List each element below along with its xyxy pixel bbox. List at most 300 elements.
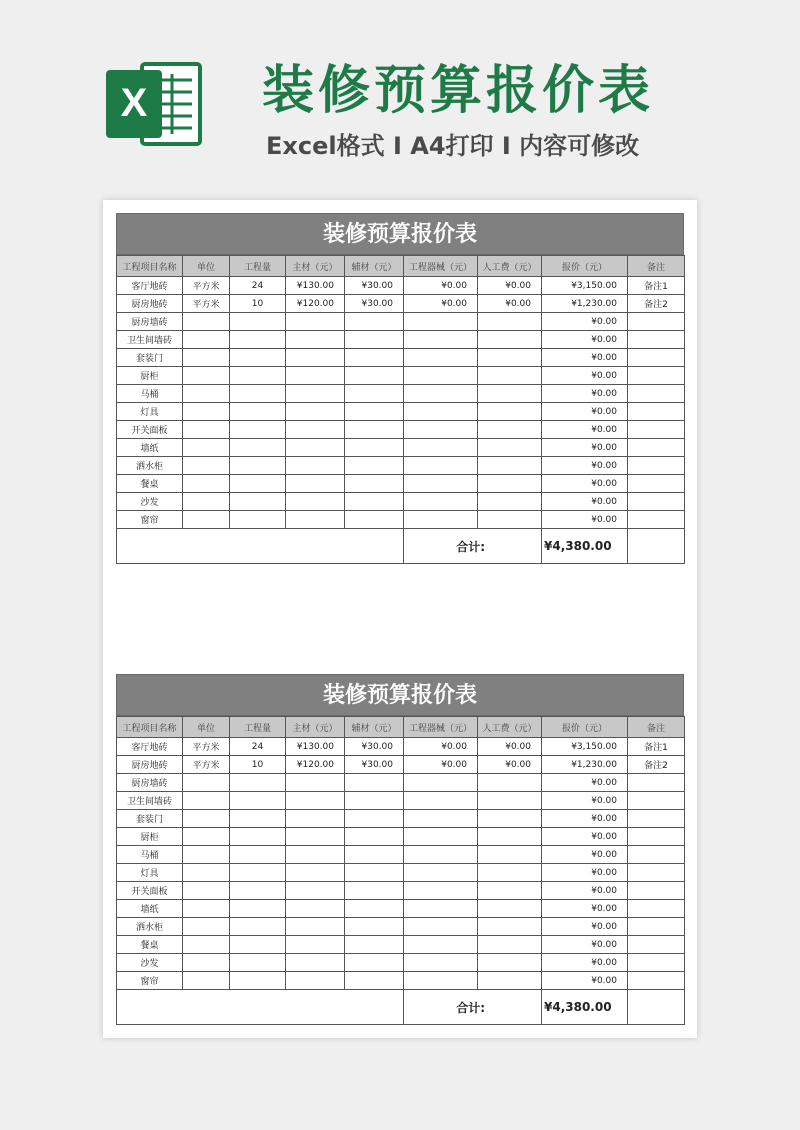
table-cell[interactable] bbox=[183, 349, 230, 367]
table-row bbox=[117, 403, 685, 421]
table-cell[interactable] bbox=[230, 846, 286, 864]
a4-paper bbox=[103, 200, 697, 1038]
table-cell[interactable]: 客厅地砖 bbox=[117, 738, 183, 756]
budget-sheet bbox=[116, 674, 684, 1025]
table-cell[interactable] bbox=[628, 475, 685, 493]
table-cell[interactable] bbox=[345, 385, 404, 403]
table-cell[interactable] bbox=[230, 349, 286, 367]
table-cell[interactable] bbox=[286, 864, 345, 882]
table-cell[interactable] bbox=[345, 457, 404, 475]
table-cell[interactable] bbox=[478, 331, 542, 349]
table-cell[interactable] bbox=[478, 475, 542, 493]
column-header: 单位 bbox=[183, 256, 230, 277]
table-cell[interactable] bbox=[478, 457, 542, 475]
table-cell[interactable]: ¥0.00 bbox=[542, 774, 628, 792]
table-row bbox=[117, 900, 685, 918]
table-cell[interactable] bbox=[183, 882, 230, 900]
table-cell[interactable]: 厨房墙砖 bbox=[117, 774, 183, 792]
table-cell[interactable]: 厨房地砖 bbox=[117, 756, 183, 774]
table-cell[interactable] bbox=[183, 457, 230, 475]
total-label: 合计: bbox=[404, 990, 542, 1025]
table-cell[interactable]: 马桶 bbox=[117, 385, 183, 403]
table-cell[interactable]: ¥30.00 bbox=[345, 295, 404, 313]
table-cell[interactable] bbox=[183, 367, 230, 385]
table-cell[interactable] bbox=[404, 475, 478, 493]
table-cell[interactable] bbox=[404, 882, 478, 900]
table-cell[interactable] bbox=[286, 403, 345, 421]
table-cell[interactable] bbox=[478, 828, 542, 846]
table-cell[interactable]: ¥0.00 bbox=[542, 457, 628, 475]
table-cell[interactable] bbox=[183, 810, 230, 828]
table-cell[interactable] bbox=[183, 511, 230, 529]
table-cell[interactable] bbox=[628, 421, 685, 439]
table-cell[interactable]: ¥0.00 bbox=[542, 846, 628, 864]
table-cell[interactable] bbox=[230, 403, 286, 421]
table-cell[interactable] bbox=[286, 331, 345, 349]
table-cell[interactable]: 厨柜 bbox=[117, 828, 183, 846]
table-cell[interactable] bbox=[286, 936, 345, 954]
table-cell[interactable] bbox=[286, 313, 345, 331]
table-cell[interactable]: 备注2 bbox=[628, 756, 685, 774]
table-cell[interactable] bbox=[183, 313, 230, 331]
table-cell[interactable]: 卫生间墙砖 bbox=[117, 792, 183, 810]
table-cell[interactable]: 套装门 bbox=[117, 349, 183, 367]
table-cell[interactable] bbox=[628, 954, 685, 972]
table-cell[interactable] bbox=[183, 403, 230, 421]
table-cell[interactable] bbox=[404, 367, 478, 385]
table-cell[interactable] bbox=[230, 511, 286, 529]
table-cell[interactable] bbox=[345, 810, 404, 828]
table-cell[interactable] bbox=[628, 864, 685, 882]
table-cell[interactable]: 灯具 bbox=[117, 403, 183, 421]
column-header: 工程量 bbox=[230, 256, 286, 277]
column-header: 报价（元） bbox=[542, 256, 628, 277]
column-header: 报价（元） bbox=[542, 717, 628, 738]
table-cell[interactable]: ¥0.00 bbox=[542, 918, 628, 936]
table-cell[interactable] bbox=[345, 864, 404, 882]
table-cell[interactable] bbox=[345, 403, 404, 421]
table-cell[interactable]: ¥0.00 bbox=[542, 511, 628, 529]
table-row bbox=[117, 511, 685, 529]
table-cell[interactable]: ¥1,230.00 bbox=[542, 295, 628, 313]
table-cell[interactable] bbox=[345, 421, 404, 439]
table-row bbox=[117, 972, 685, 990]
table-cell[interactable] bbox=[286, 882, 345, 900]
table-cell[interactable] bbox=[230, 918, 286, 936]
table-cell[interactable]: ¥3,150.00 bbox=[542, 277, 628, 295]
table-cell[interactable]: 餐桌 bbox=[117, 475, 183, 493]
table-row bbox=[117, 349, 685, 367]
column-header: 人工费（元） bbox=[478, 256, 542, 277]
table-cell[interactable] bbox=[345, 313, 404, 331]
table-cell[interactable] bbox=[183, 846, 230, 864]
table-cell[interactable] bbox=[628, 331, 685, 349]
table-row bbox=[117, 439, 685, 457]
table-cell[interactable] bbox=[628, 349, 685, 367]
table-cell[interactable] bbox=[230, 864, 286, 882]
table-cell[interactable]: ¥130.00 bbox=[286, 738, 345, 756]
table-cell[interactable] bbox=[478, 367, 542, 385]
table-cell[interactable] bbox=[628, 846, 685, 864]
table-cell[interactable] bbox=[230, 954, 286, 972]
table-cell[interactable]: ¥0.00 bbox=[542, 349, 628, 367]
table-cell[interactable] bbox=[345, 918, 404, 936]
table-row bbox=[117, 331, 685, 349]
table-cell[interactable] bbox=[404, 313, 478, 331]
column-header: 单位 bbox=[183, 717, 230, 738]
table-cell[interactable]: 马桶 bbox=[117, 846, 183, 864]
table-cell[interactable]: 卫生间墙砖 bbox=[117, 331, 183, 349]
table-cell[interactable] bbox=[230, 313, 286, 331]
table-cell[interactable]: 平方米 bbox=[183, 756, 230, 774]
table-cell[interactable] bbox=[345, 954, 404, 972]
table-cell[interactable] bbox=[404, 421, 478, 439]
table-cell[interactable]: ¥3,150.00 bbox=[542, 738, 628, 756]
table-cell[interactable] bbox=[183, 936, 230, 954]
table-cell[interactable]: 沙发 bbox=[117, 954, 183, 972]
table-cell[interactable] bbox=[230, 972, 286, 990]
table-row bbox=[117, 313, 685, 331]
table-cell[interactable] bbox=[345, 828, 404, 846]
table-row bbox=[117, 936, 685, 954]
table-cell[interactable] bbox=[404, 493, 478, 511]
table-cell[interactable] bbox=[286, 792, 345, 810]
total-note-cell[interactable] bbox=[628, 990, 685, 1025]
table-cell[interactable] bbox=[404, 828, 478, 846]
table-cell[interactable] bbox=[286, 954, 345, 972]
table-cell[interactable]: 厨房地砖 bbox=[117, 295, 183, 313]
table-cell[interactable]: ¥0.00 bbox=[404, 756, 478, 774]
table-cell[interactable] bbox=[404, 972, 478, 990]
table-cell[interactable] bbox=[404, 918, 478, 936]
table-cell[interactable] bbox=[230, 774, 286, 792]
table-cell[interactable]: 厨房墙砖 bbox=[117, 313, 183, 331]
table-cell[interactable] bbox=[345, 439, 404, 457]
table-cell[interactable] bbox=[628, 403, 685, 421]
table-cell[interactable]: ¥30.00 bbox=[345, 756, 404, 774]
table-cell[interactable] bbox=[230, 900, 286, 918]
table-cell[interactable] bbox=[183, 475, 230, 493]
table-cell[interactable]: 沙发 bbox=[117, 493, 183, 511]
table-cell[interactable]: 开关面板 bbox=[117, 882, 183, 900]
table-cell[interactable] bbox=[478, 313, 542, 331]
table-cell[interactable] bbox=[404, 792, 478, 810]
table-cell[interactable] bbox=[286, 810, 345, 828]
table-cell[interactable] bbox=[478, 954, 542, 972]
table-cell[interactable]: 窗帘 bbox=[117, 972, 183, 990]
table-cell[interactable]: ¥0.00 bbox=[542, 954, 628, 972]
column-header: 工程器械（元） bbox=[404, 256, 478, 277]
table-cell[interactable]: ¥0.00 bbox=[542, 792, 628, 810]
column-header: 辅材（元） bbox=[345, 256, 404, 277]
table-cell[interactable]: ¥0.00 bbox=[542, 493, 628, 511]
table-cell[interactable] bbox=[183, 918, 230, 936]
table-cell[interactable]: 餐桌 bbox=[117, 936, 183, 954]
table-cell[interactable]: ¥0.00 bbox=[542, 331, 628, 349]
table-cell[interactable] bbox=[404, 954, 478, 972]
table-cell[interactable]: 备注2 bbox=[628, 295, 685, 313]
table-cell[interactable]: 窗帘 bbox=[117, 511, 183, 529]
table-row bbox=[117, 457, 685, 475]
table-cell[interactable] bbox=[286, 493, 345, 511]
table-cell[interactable] bbox=[183, 439, 230, 457]
table-cell[interactable]: ¥0.00 bbox=[404, 277, 478, 295]
table-cell[interactable] bbox=[478, 349, 542, 367]
table-cell[interactable] bbox=[628, 439, 685, 457]
column-header: 主材（元） bbox=[286, 256, 345, 277]
table-cell[interactable]: ¥0.00 bbox=[542, 900, 628, 918]
table-cell[interactable]: 洒水柜 bbox=[117, 457, 183, 475]
table-cell[interactable] bbox=[478, 493, 542, 511]
table-cell[interactable]: ¥0.00 bbox=[542, 810, 628, 828]
table-cell[interactable] bbox=[345, 349, 404, 367]
table-cell[interactable] bbox=[286, 349, 345, 367]
table-cell[interactable] bbox=[286, 828, 345, 846]
excel-logo-icon bbox=[104, 58, 204, 150]
table-cell[interactable] bbox=[183, 954, 230, 972]
table-cell[interactable] bbox=[286, 367, 345, 385]
table-cell[interactable] bbox=[478, 810, 542, 828]
table-cell[interactable]: ¥0.00 bbox=[542, 385, 628, 403]
table-cell[interactable] bbox=[478, 792, 542, 810]
table-cell[interactable] bbox=[345, 936, 404, 954]
table-cell[interactable]: 10 bbox=[230, 295, 286, 313]
budget-table bbox=[116, 716, 685, 1025]
total-note-cell[interactable] bbox=[628, 529, 685, 564]
table-row bbox=[117, 475, 685, 493]
table-cell[interactable]: ¥120.00 bbox=[286, 295, 345, 313]
table-row bbox=[117, 774, 685, 792]
table-cell[interactable] bbox=[183, 331, 230, 349]
table-cell[interactable] bbox=[628, 936, 685, 954]
table-cell[interactable] bbox=[345, 882, 404, 900]
table-cell[interactable]: ¥0.00 bbox=[542, 864, 628, 882]
table-cell[interactable]: ¥0.00 bbox=[478, 295, 542, 313]
table-cell[interactable] bbox=[230, 936, 286, 954]
total-spacer bbox=[117, 529, 404, 564]
table-cell[interactable]: ¥0.00 bbox=[404, 738, 478, 756]
column-header: 工程器械（元） bbox=[404, 717, 478, 738]
table-cell[interactable]: ¥30.00 bbox=[345, 277, 404, 295]
table-cell[interactable]: 开关面板 bbox=[117, 421, 183, 439]
table-cell[interactable]: ¥1,230.00 bbox=[542, 756, 628, 774]
table-cell[interactable] bbox=[478, 864, 542, 882]
table-cell[interactable]: 灯具 bbox=[117, 864, 183, 882]
table-cell[interactable] bbox=[345, 493, 404, 511]
table-cell[interactable] bbox=[628, 385, 685, 403]
table-cell[interactable] bbox=[286, 385, 345, 403]
table-cell[interactable] bbox=[404, 774, 478, 792]
table-cell[interactable] bbox=[345, 367, 404, 385]
table-cell[interactable] bbox=[478, 511, 542, 529]
table-cell[interactable] bbox=[345, 846, 404, 864]
column-header: 备注 bbox=[628, 256, 685, 277]
table-cell[interactable]: ¥0.00 bbox=[542, 439, 628, 457]
table-cell[interactable]: 客厅地砖 bbox=[117, 277, 183, 295]
table-cell[interactable]: 备注1 bbox=[628, 738, 685, 756]
table-cell[interactable]: 洒水柜 bbox=[117, 918, 183, 936]
table-cell[interactable]: ¥0.00 bbox=[542, 882, 628, 900]
table-cell[interactable]: ¥0.00 bbox=[542, 936, 628, 954]
table-cell[interactable] bbox=[183, 774, 230, 792]
table-cell[interactable] bbox=[478, 385, 542, 403]
table-cell[interactable] bbox=[478, 918, 542, 936]
table-cell[interactable]: 10 bbox=[230, 756, 286, 774]
sheet-title: 装修预算报价表 bbox=[116, 674, 684, 716]
table-cell[interactable]: 墙纸 bbox=[117, 439, 183, 457]
total-row bbox=[117, 990, 685, 1025]
table-cell[interactable] bbox=[345, 972, 404, 990]
table-cell[interactable]: 墙纸 bbox=[117, 900, 183, 918]
table-row bbox=[117, 756, 685, 774]
table-cell[interactable] bbox=[230, 810, 286, 828]
table-cell[interactable] bbox=[345, 475, 404, 493]
table-cell[interactable] bbox=[628, 367, 685, 385]
table-cell[interactable] bbox=[286, 846, 345, 864]
table-row bbox=[117, 792, 685, 810]
table-cell[interactable] bbox=[478, 882, 542, 900]
table-cell[interactable] bbox=[478, 403, 542, 421]
table-cell[interactable]: ¥0.00 bbox=[478, 277, 542, 295]
table-cell[interactable] bbox=[183, 972, 230, 990]
table-cell[interactable] bbox=[286, 972, 345, 990]
table-cell[interactable] bbox=[404, 864, 478, 882]
column-header: 辅材（元） bbox=[345, 717, 404, 738]
table-cell[interactable]: ¥0.00 bbox=[542, 475, 628, 493]
table-cell[interactable] bbox=[183, 421, 230, 439]
table-cell[interactable] bbox=[478, 972, 542, 990]
table-cell[interactable]: 备注1 bbox=[628, 277, 685, 295]
table-cell[interactable]: ¥130.00 bbox=[286, 277, 345, 295]
table-cell[interactable] bbox=[478, 774, 542, 792]
table-cell[interactable] bbox=[628, 493, 685, 511]
total-value[interactable]: ¥4,380.00 bbox=[542, 529, 628, 564]
table-cell[interactable] bbox=[628, 972, 685, 990]
table-cell[interactable] bbox=[183, 792, 230, 810]
table-cell[interactable] bbox=[345, 511, 404, 529]
column-header: 工程量 bbox=[230, 717, 286, 738]
table-cell[interactable] bbox=[628, 810, 685, 828]
table-cell[interactable] bbox=[230, 421, 286, 439]
table-cell[interactable] bbox=[183, 493, 230, 511]
table-cell[interactable] bbox=[286, 457, 345, 475]
table-cell[interactable]: ¥0.00 bbox=[478, 756, 542, 774]
table-cell[interactable]: ¥0.00 bbox=[542, 313, 628, 331]
table-cell[interactable] bbox=[628, 792, 685, 810]
column-header: 备注 bbox=[628, 717, 685, 738]
table-row bbox=[117, 864, 685, 882]
page-title: 装修预算报价表 bbox=[262, 61, 655, 121]
table-cell[interactable] bbox=[478, 439, 542, 457]
table-cell[interactable]: ¥0.00 bbox=[478, 738, 542, 756]
table-cell[interactable]: ¥0.00 bbox=[404, 295, 478, 313]
table-cell[interactable] bbox=[345, 774, 404, 792]
table-cell[interactable] bbox=[628, 882, 685, 900]
table-cell[interactable] bbox=[478, 900, 542, 918]
table-cell[interactable] bbox=[230, 385, 286, 403]
column-header: 工程项目名称 bbox=[117, 717, 183, 738]
table-cell[interactable] bbox=[404, 457, 478, 475]
table-cell[interactable] bbox=[478, 846, 542, 864]
table-cell[interactable]: ¥0.00 bbox=[542, 367, 628, 385]
table-row bbox=[117, 277, 685, 295]
table-cell[interactable] bbox=[404, 900, 478, 918]
table-cell[interactable] bbox=[286, 475, 345, 493]
table-cell[interactable] bbox=[230, 331, 286, 349]
table-cell[interactable] bbox=[404, 331, 478, 349]
table-cell[interactable] bbox=[628, 918, 685, 936]
table-cell[interactable] bbox=[230, 493, 286, 511]
table-cell[interactable] bbox=[404, 385, 478, 403]
table-cell[interactable] bbox=[286, 900, 345, 918]
table-cell[interactable] bbox=[404, 403, 478, 421]
table-cell[interactable] bbox=[404, 846, 478, 864]
table-cell[interactable] bbox=[183, 900, 230, 918]
table-cell[interactable] bbox=[286, 511, 345, 529]
table-cell[interactable] bbox=[230, 457, 286, 475]
total-spacer bbox=[117, 990, 404, 1025]
table-cell[interactable] bbox=[286, 421, 345, 439]
table-cell[interactable] bbox=[628, 457, 685, 475]
table-row bbox=[117, 738, 685, 756]
table-cell[interactable] bbox=[628, 511, 685, 529]
table-cell[interactable] bbox=[628, 900, 685, 918]
total-value[interactable]: ¥4,380.00 bbox=[542, 990, 628, 1025]
table-cell[interactable] bbox=[183, 385, 230, 403]
sheet-title: 装修预算报价表 bbox=[116, 213, 684, 255]
table-cell[interactable] bbox=[230, 882, 286, 900]
table-cell[interactable] bbox=[230, 828, 286, 846]
table-cell[interactable]: 24 bbox=[230, 738, 286, 756]
table-cell[interactable] bbox=[230, 439, 286, 457]
table-cell[interactable]: ¥0.00 bbox=[542, 421, 628, 439]
table-cell[interactable] bbox=[183, 828, 230, 846]
table-cell[interactable]: 厨柜 bbox=[117, 367, 183, 385]
table-cell[interactable] bbox=[404, 936, 478, 954]
table-cell[interactable] bbox=[286, 918, 345, 936]
table-cell[interactable]: ¥0.00 bbox=[542, 972, 628, 990]
table-cell[interactable]: ¥120.00 bbox=[286, 756, 345, 774]
table-cell[interactable] bbox=[286, 439, 345, 457]
table-cell[interactable]: 平方米 bbox=[183, 738, 230, 756]
table-cell[interactable] bbox=[404, 439, 478, 457]
table-cell[interactable] bbox=[230, 367, 286, 385]
table-cell[interactable] bbox=[286, 774, 345, 792]
table-cell[interactable] bbox=[628, 774, 685, 792]
table-cell[interactable]: 套装门 bbox=[117, 810, 183, 828]
table-cell[interactable] bbox=[478, 936, 542, 954]
table-cell[interactable] bbox=[404, 810, 478, 828]
table-cell[interactable]: 平方米 bbox=[183, 277, 230, 295]
table-cell[interactable]: 24 bbox=[230, 277, 286, 295]
table-cell[interactable] bbox=[230, 475, 286, 493]
table-cell[interactable] bbox=[183, 864, 230, 882]
table-cell[interactable] bbox=[345, 900, 404, 918]
table-cell[interactable]: 平方米 bbox=[183, 295, 230, 313]
table-cell[interactable] bbox=[345, 331, 404, 349]
table-cell[interactable] bbox=[345, 792, 404, 810]
table-cell[interactable]: ¥0.00 bbox=[542, 828, 628, 846]
table-cell[interactable] bbox=[628, 828, 685, 846]
table-row bbox=[117, 295, 685, 313]
table-cell[interactable]: ¥30.00 bbox=[345, 738, 404, 756]
table-cell[interactable] bbox=[628, 313, 685, 331]
table-cell[interactable] bbox=[230, 792, 286, 810]
table-cell[interactable] bbox=[404, 349, 478, 367]
table-cell[interactable]: ¥0.00 bbox=[542, 403, 628, 421]
table-cell[interactable] bbox=[404, 511, 478, 529]
table-cell[interactable] bbox=[478, 421, 542, 439]
